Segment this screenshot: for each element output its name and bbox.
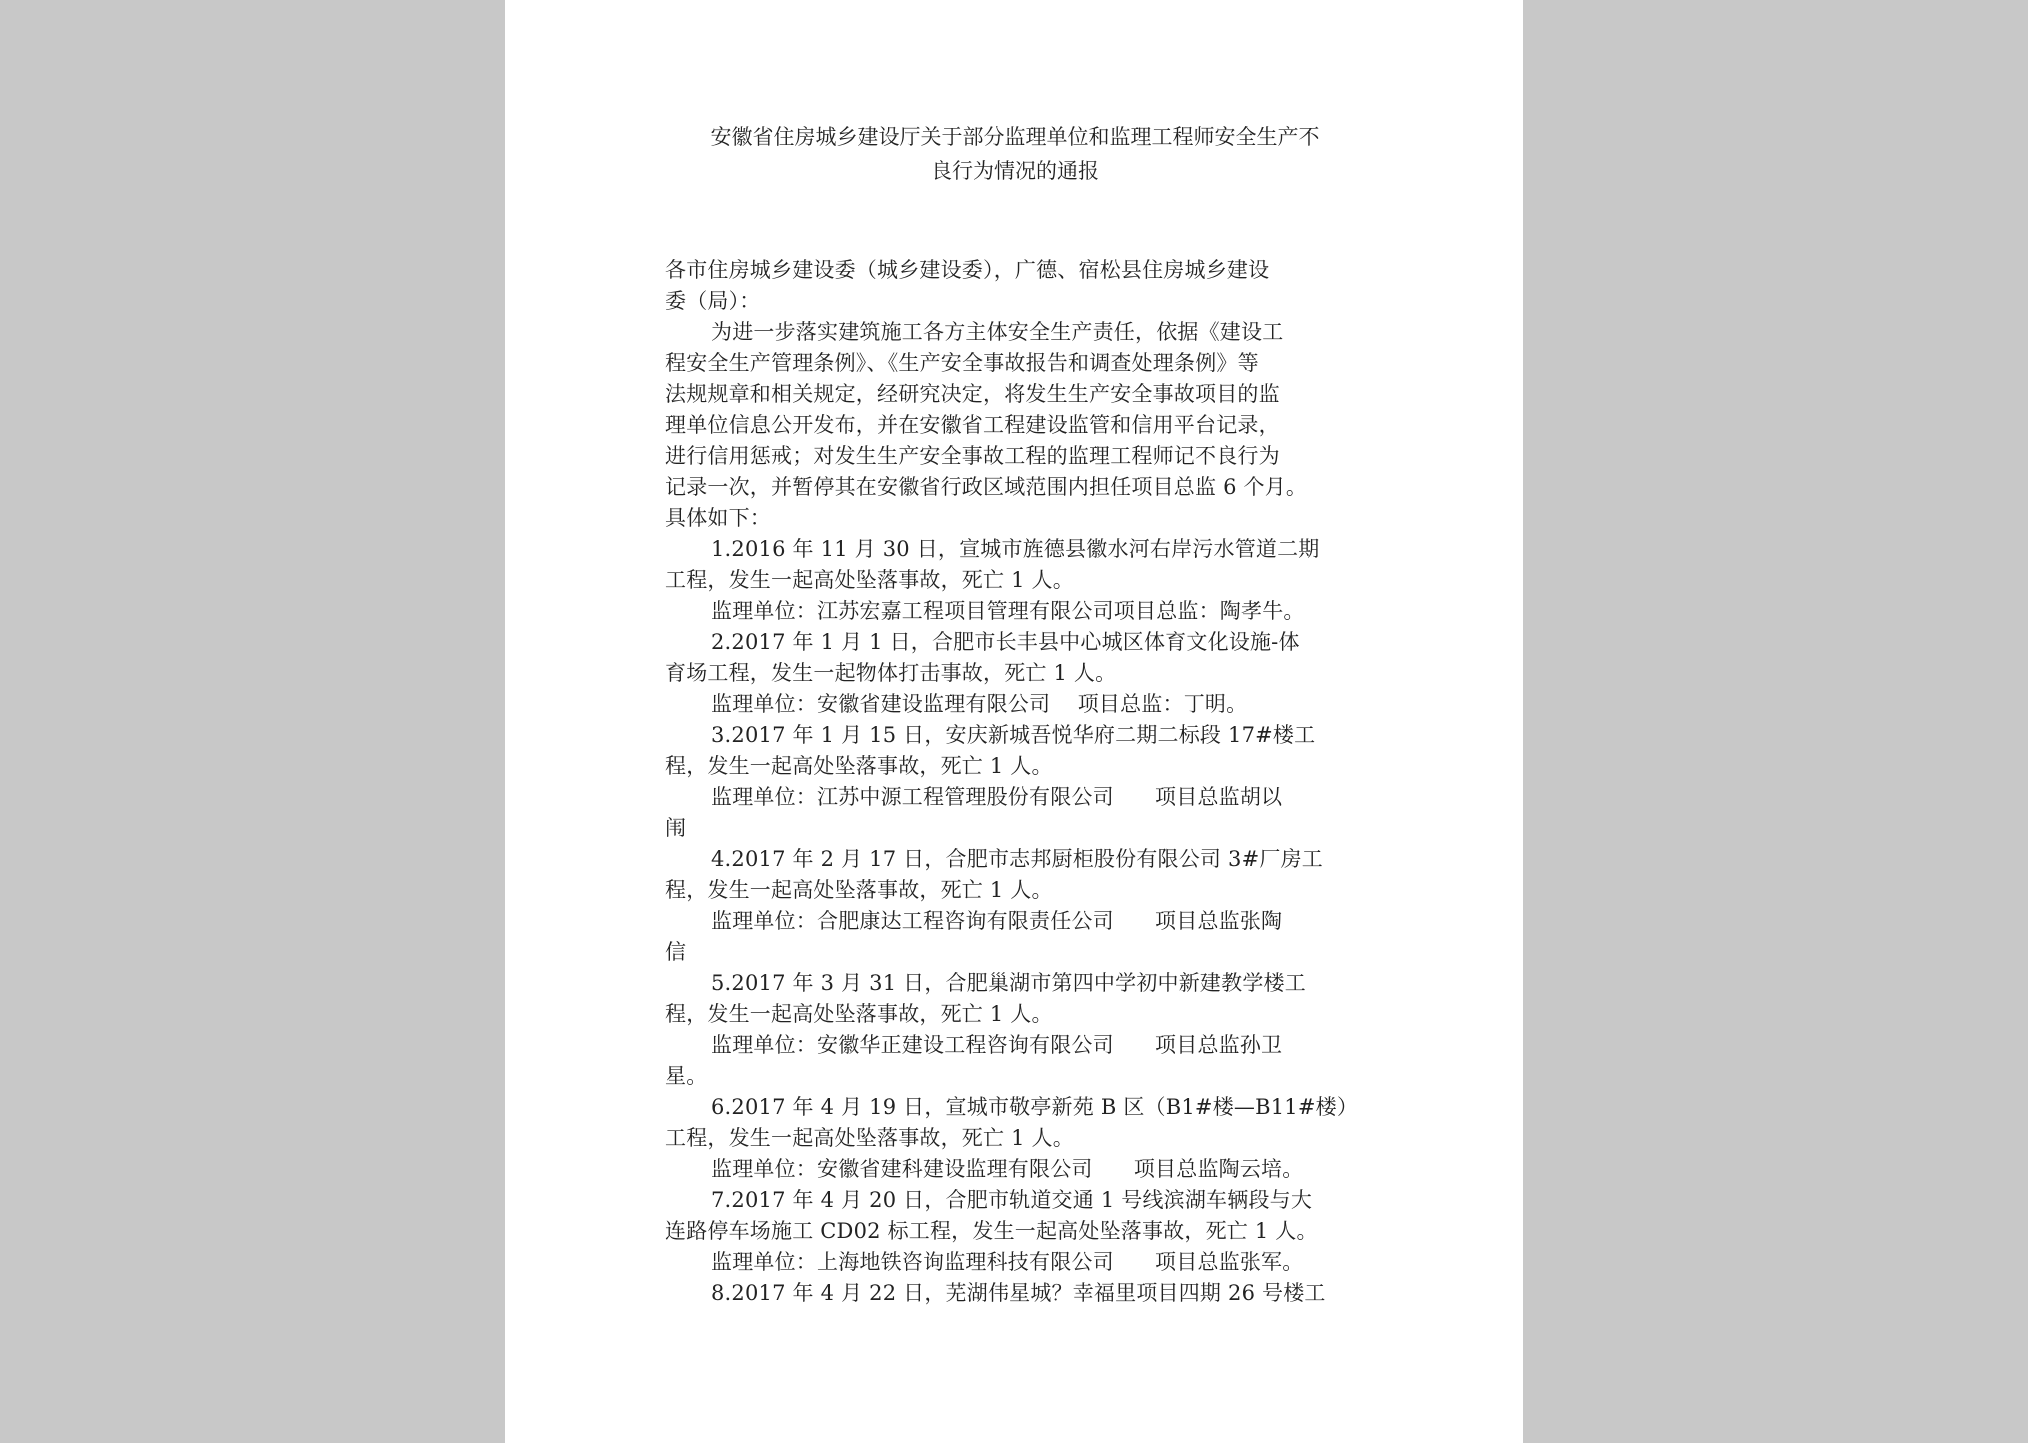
body-line: 2.2017 年 1 月 1 日，合肥市长丰县中心城区体育文化设施-体 [711, 630, 1300, 654]
body-line: 育场工程，发生一起物体打击事故，死亡 1 人。 [665, 661, 1117, 685]
document-title [655, 120, 1375, 188]
body-line: 委（局）： [665, 289, 761, 313]
body-line: 具体如下： [665, 506, 771, 530]
body-line: 工程，发生一起高处坠落事故，死亡 1 人。 [665, 1126, 1074, 1150]
body-line: 各市住房城乡建设委（城乡建设委），广德、宿松县住房城乡建设 [665, 258, 1270, 282]
body-line: 8.2017 年 4 月 22 日，芜湖伟星城？幸福里项目四期 26 号楼工 [711, 1281, 1326, 1305]
document-page [505, 0, 1523, 1443]
body-line: 信 [665, 940, 687, 964]
body-line: 法规规章和相关规定，经研究决定，将发生生产安全事故项目的监 [665, 382, 1280, 406]
body-line: 4.2017 年 2 月 17 日，合肥市志邦厨柜股份有限公司 3#厂房工 [711, 847, 1323, 871]
body-line: 5.2017 年 3 月 31 日，合肥巢湖市第四中学初中新建教学楼工 [711, 971, 1306, 995]
body-line: 进行信用惩戒；对发生生产安全事故工程的监理工程师记不良行为 [665, 444, 1280, 468]
body-line: 监理单位：江苏中源工程管理股份有限公司 项目总监胡以 [711, 785, 1283, 809]
body-line: 7.2017 年 4 月 20 日，合肥市轨道交通 1 号线滨湖车辆段与大 [711, 1188, 1313, 1212]
body-line: 3.2017 年 1 月 15 日，安庆新城吾悦华府二期二标段 17#楼工 [711, 723, 1316, 747]
body-line: 连路停车场施工 CD02 标工程，发生一起高处坠落事故，死亡 1 人。 [665, 1219, 1318, 1243]
body-line: 监理单位：安徽省建设监理有限公司 项目总监：丁明。 [711, 692, 1248, 716]
body-line: 监理单位：合肥康达工程咨询有限责任公司 项目总监张陶 [711, 909, 1283, 933]
body-line: 监理单位：上海地铁咨询监理科技有限公司 项目总监张军。 [711, 1250, 1304, 1274]
body-line: 1.2016 年 11 月 30 日，宣城市旌德县徽水河右岸污水管道二期 [711, 537, 1320, 561]
title-line-1: 安徽省住房城乡建设厅关于部分监理单位和监理工程师安全生产不 [710, 125, 1320, 149]
body-line: 理单位信息公开发布，并在安徽省工程建设监管和信用平台记录， [665, 413, 1280, 437]
body-line: 监理单位：安徽省建科建设监理有限公司 项目总监陶云培。 [711, 1157, 1304, 1181]
body-line: 监理单位：安徽华正建设工程咨询有限公司 项目总监孙卫 [711, 1033, 1283, 1057]
body-line: 监理单位：江苏宏嘉工程项目管理有限公司项目总监：陶孝牛。 [711, 599, 1305, 623]
body-line: 程，发生一起高处坠落事故，死亡 1 人。 [665, 1002, 1053, 1026]
body-line: 记录一次，并暂停其在安徽省行政区域范围内担任项目总监 6 个月。 [665, 475, 1308, 499]
body-line: 程，发生一起高处坠落事故，死亡 1 人。 [665, 878, 1053, 902]
body-line: 闱 [665, 816, 687, 840]
title-line-2: 良行为情况的通报 [931, 159, 1099, 183]
body-line: 星。 [665, 1064, 708, 1088]
body-line: 6.2017 年 4 月 19 日，宣城市敬亭新苑 B 区（B1#楼—B11#楼） [711, 1095, 1359, 1119]
body-line: 程安全生产管理条例》、《生产安全事故报告和调查处理条例》等 [665, 351, 1259, 375]
body-line: 为进一步落实建筑施工各方主体安全生产责任，依据《建设工 [711, 320, 1284, 344]
document-body [665, 255, 1385, 1309]
body-line: 程，发生一起高处坠落事故，死亡 1 人。 [665, 754, 1053, 778]
body-line: 工程，发生一起高处坠落事故，死亡 1 人。 [665, 568, 1074, 592]
